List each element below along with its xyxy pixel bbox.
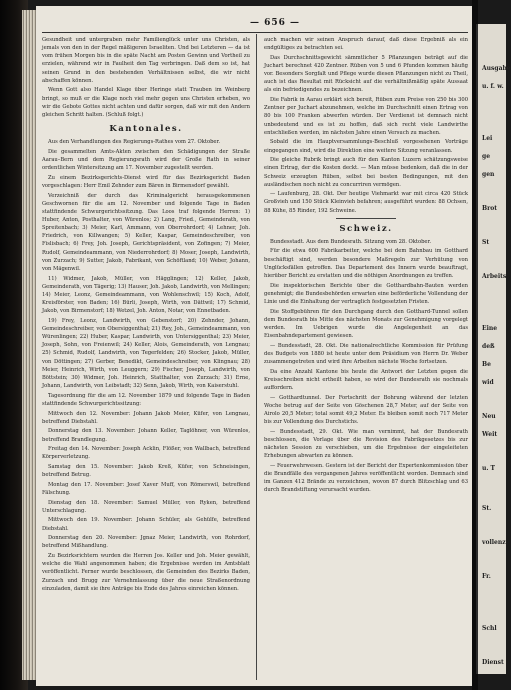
- facing-page-fragment: Neu: [482, 413, 496, 420]
- paragraph: auch machen wir seinen Anspruch darauf, daß diese Ergebniß als ein endgültiges zu betrachten sei.: [264, 37, 468, 52]
- paragraph: Sobald die im Hauptversammlungs-Beschluß vorgesehenen Vorträge eingegangen sind, wird die Direktion eine weitere Sitzung veranlassen.: [264, 139, 468, 154]
- paragraph: Die Stoffgebühren für den Durchgang durch den Gotthard-Tunnel sollen dem Bundesrath bis Mitte des nächsten Monats zur Genehmigung vorgelegt werden. Im Uebrigen wurde die Angelegenheit an das Eisenbahndepartement gewiesen.: [264, 308, 468, 339]
- paragraph: — Bundesstadt, 28. Okt. Die nationalrechtliche Kommission für Prüfung des Budgets von 1880 ist heute unter dem Präsidium von Herrn Dr. Weber zusammengetreten und wird ihre Arbeiten nächste Woche fortsetzen.: [264, 342, 468, 365]
- paragraph: 19) Frey, Leonz, Landwirth, von Gebenstorf; 20) Zehnder, Johann, Gemeindeschreiber, von Obersiggenthal; 21) Rey, Joh., Gemeindeammann, von Würenlingen; 22) Huber, Kaspar, Landwirth, von Untersiggenthal; 23) Meier, Joseph, Sohn, von Freienwil; 24) Keller, Alois, Gemeinderath, von Lengnau; 25) Schmid, Rudolf, Landwirth, von Tegerfelden; 26) Stocker, Jakob, Müller, von Döttingen; 27) Gerber, Benedikt, Gemeindeschreiber, von Klingnau; 28) Meier, Heinrich, Wirth, von Leuggern; 29) Fischer, Joseph, Landwirth, von Böttstein; 30) Widmer, Joh. Heinrich, Statthalter, von Zurzach; 31) Erne, Johann, Landwirth, von Leibstadt; 32) Senn, Jakob, Wirth, von Kaiserstuhl.: [42, 317, 250, 390]
- section-heading-schweiz: Schweiz.: [339, 223, 393, 234]
- docket-entry: Mittwoch den 19. November: Johann Schüler, als Gehülfe, betreffend Diebstahl.: [42, 517, 250, 532]
- paragraph: — Gotthardtunnel. Der Fortschritt der Bohrung während der letzten Woche betrug auf der Seite von Göschenen 28,7 Meter, auf der Seite von Airolo 20,5 Meter; total somit 49,2 Meter. Es bleiben somit noch 717 Meter bis zur Vollendung des Durchstichs.: [264, 394, 468, 426]
- paragraph: Da eine Anzahl Kantone bis heute die Antwort der Letzten gegen die Kreisschreiben nicht ertheilt haben, so wird der Bundesrath sie nochmals auffordern.: [264, 368, 468, 391]
- right-column: [264, 36, 468, 496]
- facing-page-fragment: deß: [482, 343, 495, 350]
- docket-entry: Donnerstag den 20. November: Jgnaz Meier, Landwirth, von Rohrdorf, betreffend Mißhandlung.: [42, 535, 250, 550]
- paragraph: Die gesammelten Amts-Akten zwischen den Schädigungen der Straße Aarau–Bern und dem Regierungsrath wird der Große Rath in seiner ordentlichen Wintersitzung am 17. November zugestellt werden.: [42, 148, 250, 172]
- facing-page-fragment: St.: [482, 505, 492, 512]
- paragraph: Tagesordnung für die am 12. November 1879 und folgende Tage in Baden stattfindende Schwurgerichtssitzung:: [42, 392, 250, 407]
- facing-page-fragment: Eine: [482, 325, 498, 332]
- facing-page-fragment: Brot: [482, 205, 498, 212]
- left-column: [42, 36, 250, 594]
- paragraph: Die gleiche Rubrik bringt auch für den Kanton Luzern schätzungsweise einen Ertrag, der die Kosten deckt. — Man müsse bedenken, daß die in der Schweiz erzeugten Rüben, selbst bei besten Bedingungen, mit den ausländischen noch nicht zu concurriren vermögen.: [264, 157, 468, 188]
- docket-entry: Samstag den 15. November: Jakob Kreß, Küfer, von Schneisingen, betreffend Betrug.: [42, 464, 250, 479]
- docket-entry: Dienstag den 18. November: Samuel Müller, von Ryken, betreffend Unterschlagung.: [42, 499, 250, 514]
- facing-page-fragment: Schl: [482, 625, 497, 632]
- docket-entry: Freitag den 14. November: Joseph Acklin, Flößer, von Wallbach, betreffend Körperverletzung.: [42, 446, 250, 461]
- paragraph: Für die etwa 600 Fabrikarbeiter, welche bei dem Bahnbau im Gotthard beschäftigt sind, werden besondere Maßregeln zur Verhütung von Unglücksfällen getroffen. Das Departement des Innern wurde beauftragt, hierüber Bericht zu erstatten und die nöthigen Anordnungen zu treffen.: [264, 248, 468, 279]
- paragraph: Die Fabrik in Aarau erklärt sich bereit, Rüben zum Preise von 250 bis 300 Zentner per Juchart abzunehmen, welche im Durchschnitt einen Ertrag von 80 bis 100 Franken abwerfen würden. Der Verdienst ist demnach nicht unbedeutend und es ist zu hoffen, daß sich recht viele Landwirthe entschließen werden, im nächsten Jahre einen Versuch zu machen.: [264, 97, 468, 136]
- facing-page-fragment: gen: [482, 171, 495, 178]
- facing-page-fragment: u. f. w.: [482, 83, 504, 90]
- facing-page-fragment: Arbeits: [482, 273, 507, 280]
- paragraph: Bundesstadt. Aus dem Bundesrath. Sitzung vom 28. Oktober.: [270, 238, 432, 245]
- header-rule: [42, 32, 468, 33]
- paragraph: — Feuerwehrwesen. Gestern ist der Bericht der Expertenkommission über die Brandfälle des vergangenen Jahres veröffentlicht worden. Demnach sind im Ganzen 412 Brände zu verzeichnen, wovon 87 durch Blitzschlag und 63 durch Brandstiftung verursacht wurden.: [264, 462, 468, 494]
- paragraph: — Laufenburg, 28. Okt. Der heutige Viehmarkt war mit circa 420 Stück Großvieh und 150 Stück Kleinvieh befahren; ausgeführt wurden: 88 Ochsen, 88 Kühe, 85 Rinder, 192 Schweine.: [264, 191, 468, 214]
- facing-page-fragment: Dienst: [482, 659, 504, 666]
- paragraph: Wenn Gott also Handel Klage über Heringe statt Trauben im Weinberg bringt, so muß er die Klage noch viel mehr gegen uns Christen erheben, wo wir die Gebote Gottes nicht achten und dafür sorgen, daß wir mit den Andern gleichen Schritt halten. (Schluß folgt.): [42, 87, 250, 118]
- page-number: — 656 —: [250, 18, 301, 28]
- paragraph: Gesundheit und untergraben mehr Familienglück unter uns Christen, als jemals von den in der Regel mäßigeren Israeliten. Und bei Letzteren — da ist vom frühen Morgen bis in die späte Nacht am Posten Gewinn und Vortheil zu erzielen, während wir in Faulheit den Tag verbringen. Daß dem so ist, hat seinen Grund in den bestehenden Verhältnissen selbst, die wir nicht abschaffen können.: [42, 37, 250, 84]
- section-heading-kantonales: Kantonales.: [109, 124, 183, 135]
- paragraph: 11) Widmer, Jakob, Müller, von Hägglingen; 12) Keller, Jakob, Gemeinderath, von Tägerig; 13) Hauser, Joh. Jakob, Landwirth, von Mellingen; 14) Meier, Leonz, Gemeindeammann, von Wohlenschwil; 15) Koch, Adolf, Kreisförster, von Baden; 16) Bürli, Joseph, Wirth, von Dättwil; 17) Schmid, Jakob, von Birmenstorf; 18) Wetzel, Joh. Anton, Notar, von Ennetbaden.: [42, 275, 250, 315]
- docket-entry: Mittwoch den 12. November: Johann Jakob Meier, Küfer, von Lengnau, betreffend Diebstahl.: [42, 410, 250, 425]
- facing-page-fragment: St: [482, 239, 490, 246]
- paragraph: Verzeichniß der durch das Kriminalgericht herausgekommenen Geschwornen für die am 12. November und folgende Tage in Baden stattfindende Schwurgerichtssitzung. Das Loos traf folgende Herren: 1) Huber, Anton, Posthalter, von Würenlos; 2) Lang, Fried., Gemeinderath, von Spreitenbach; 3) Meier, Karl, Ammann, von Oberrohrdorf; 4) Lehner, Joh. Friedrich, von Killwangen; 5) Keller, Kaspar, Gemeindeschreiber, von Fislisbach; 6) Frey, Joh. Joseph, Gerichtspräsident, von Zofingen; 7) Meier, Rudolf, Gemeindeammann, von Niederrohrdorf; 8) Moser, Joseph, Landwirth, von Zurzach; 9) Sutter, Jakob, Fabrikant, von Schöftland; 10) Weber, Johann, von Mägenwil.: [42, 192, 250, 272]
- facing-page-fragment: vollenz: [482, 539, 506, 546]
- facing-page-fragment: u. T: [482, 465, 496, 472]
- docket-entry: Montag den 17. November: Josef Xaver Muff, von Römerswil, betreffend Fälschung.: [42, 481, 250, 496]
- facing-page-fragment: Ausgabe: [482, 65, 511, 72]
- facing-page-fragment: wid: [482, 379, 494, 386]
- paragraph: Aus den Verhandlungen des Regierungs-Rathes vom 27. Oktober.: [48, 139, 221, 146]
- paragraph: Die inspektorischen Berichte über die Gotthardbahn-Bauten werden genehmigt; die Bundesbehörden erwarten eine beförderliche Vollendung der Linie und die Einhaltung der vertraglich festgesetzten Fristen.: [264, 282, 468, 305]
- facing-page-fragment: Weit: [482, 431, 498, 438]
- facing-page-fragment: Lei: [482, 135, 493, 142]
- newspaper-page: [36, 6, 474, 686]
- facing-page-fragment: Fr.: [482, 573, 491, 580]
- facing-page-strip: [476, 24, 511, 674]
- facing-page-fragment: ge: [482, 153, 491, 160]
- paragraph: Zu Bezirksrichtern wurden die Herren Jos. Keller und Joh. Meier gewählt, welche die Wahl angenommen haben; die Ergebnisse werden im Amtsblatt veröffentlicht. Ferner wurde beschlossen, die Gemeinden des Bezirks Baden, Zurzach und Brugg zur Vernehmlassung über die neue Straßenordnung einzuladen, damit sie ihre Anträge bis Ende des Jahres einreichen können.: [42, 553, 250, 592]
- docket-entry: Donnerstag den 13. November: Johann Keller, Taglöhner, von Würenlos, betreffend Brandlegung.: [42, 428, 250, 443]
- paragraph: Das Durchschnittsgewicht sämmtlicher 5 Pflanzungen beträgt auf die Juchart berechnet 420 Zentner. Rüben von 5 und 6 Pfunden kommen häufig vor. Besonders Sorgfalt und Pflege wurde diesen Pflanzungen nicht zu Theil, auch ist das Resultat mit Rücksicht auf die verhältnißmäßig späte Aussaat als ein befriedigendes zu bezeichnen.: [264, 54, 468, 94]
- section-divider: [336, 218, 396, 219]
- column-separator: [256, 34, 257, 680]
- facing-page-fragment: Be: [482, 361, 491, 368]
- paragraph: Zu einem Bezirksgerichts-Dienst wird für das Bezirksgericht Baden vorgeschlagen: Herr Emil Zehnder zum Bären in Birmensdorf gewählt.: [42, 174, 250, 189]
- paragraph: — Bundesstadt, 29. Okt. Wie man vernimmt, hat der Bundesrath beschlossen, die Vorlage über die Revision des Fabrikgesetzes bis zur nächsten Session zu verschieben, um die Ergebnisse der eingeleiteten Erhebungen abwarten zu können.: [264, 428, 468, 460]
